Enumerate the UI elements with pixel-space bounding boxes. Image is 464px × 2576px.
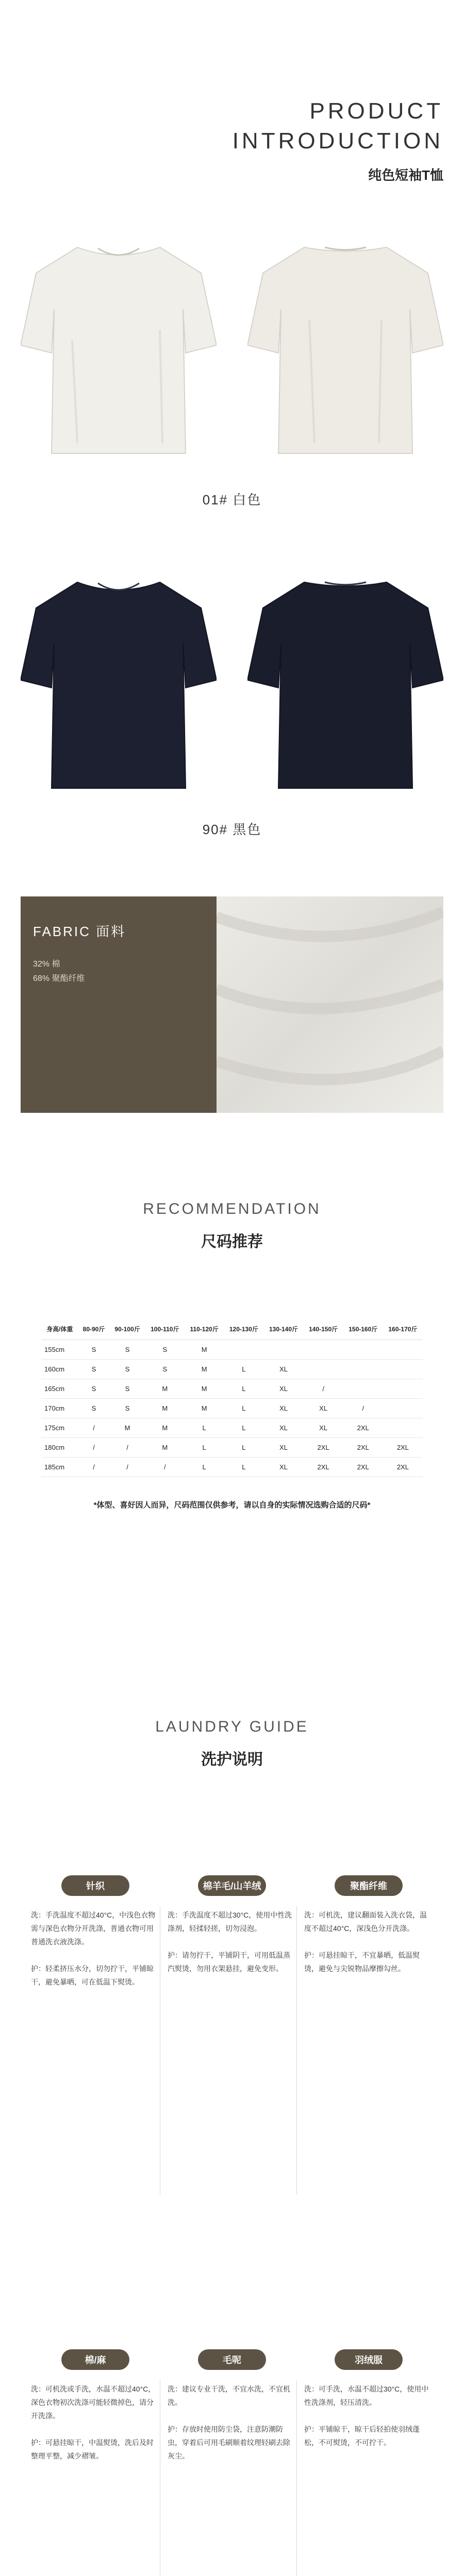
header-title-line2: INTRODUCTION — [232, 128, 443, 154]
size-table-cell — [343, 1379, 383, 1398]
size-table-cell: M — [185, 1359, 224, 1379]
laundry-card-body — [304, 1908, 433, 1975]
black-tshirt-front-image — [21, 572, 217, 793]
size-table-cell: M — [145, 1418, 185, 1437]
size-table-cell: XL — [263, 1398, 303, 1418]
size-table-cell: 2XL — [383, 1437, 423, 1457]
laundry-card-body — [304, 2382, 433, 2449]
size-table-cell: L — [224, 1359, 263, 1379]
size-table-cell — [343, 1340, 383, 1359]
fabric-texture-image — [217, 896, 443, 1113]
size-table-cell: L — [185, 1457, 224, 1477]
laundry-card-title: 聚酯纤维 — [335, 1875, 403, 1896]
laundry-wash-text: 洗：可手洗，水温不超过30°C，使用中性洗涤剂，轻压清洗。 — [304, 2385, 429, 2406]
size-table-cell: 2XL — [343, 1457, 383, 1477]
laundry-care-text: 护：可悬挂晾干，不宜暴晒，低温熨烫，避免与尖锐物品摩擦勾丝。 — [304, 1951, 420, 1973]
size-table-header-cell: 110-120斤 — [185, 1319, 224, 1340]
laundry-care-text: 护：轻柔挤压水分，切勿拧干，平铺晾干，避免暴晒，可在低温下熨烫。 — [31, 1964, 154, 1986]
laundry-card-title: 棉/麻 — [61, 2349, 129, 2370]
size-table-cell: M — [185, 1398, 224, 1418]
size-table-cell — [383, 1398, 423, 1418]
size-table-cell: S — [145, 1340, 185, 1359]
size-table-cell: L — [224, 1418, 263, 1437]
size-table-cell: M — [185, 1379, 224, 1398]
size-table-cell: / — [110, 1457, 145, 1477]
size-table-cell: S — [78, 1379, 109, 1398]
size-table-header-cell: 150-160斤 — [343, 1319, 383, 1340]
size-table-cell: 165cm — [41, 1379, 78, 1398]
size-table-cell — [383, 1340, 423, 1359]
laundry-card-body — [31, 2382, 160, 2463]
size-table-cell: S — [145, 1359, 185, 1379]
size-table-cell — [304, 1340, 343, 1359]
size-table-cell: / — [304, 1379, 343, 1398]
size-table-cell: / — [78, 1457, 109, 1477]
size-table-cell: S — [110, 1359, 145, 1379]
white-color-caption: 01# 白色 — [202, 492, 262, 507]
size-table-cell: L — [224, 1437, 263, 1457]
size-table-header-cell: 160-170斤 — [383, 1319, 423, 1340]
size-table-cell: / — [343, 1398, 383, 1418]
size-table-row — [41, 1379, 423, 1398]
size-disclaimer: *体型、喜好因人而异，尺码范围仅供参考，请以自身的实际情况选购合适的尺码* — [93, 1501, 371, 1510]
size-table-cell: L — [224, 1379, 263, 1398]
size-table-cell: 2XL — [343, 1418, 383, 1437]
size-table-cell: S — [78, 1340, 109, 1359]
fabric-composition-cotton: 32% 棉 — [33, 960, 60, 969]
laundry-card-title: 棉羊毛/山羊绒 — [198, 1875, 266, 1896]
size-table-cell: / — [145, 1457, 185, 1477]
size-table-header-cell: 140-150斤 — [304, 1319, 343, 1340]
size-table-cell: S — [110, 1398, 145, 1418]
size-table-cell — [383, 1418, 423, 1437]
size-table-cell: M — [185, 1340, 224, 1359]
size-table-cell — [383, 1379, 423, 1398]
laundry-wash-text: 洗：手洗温度不超过30°C，使用中性洗涤剂，轻揉轻搓，切勿浸泡。 — [168, 1911, 292, 1933]
laundry-wash-text: 洗：手洗温度不超过40°C，中浅色衣物需与深色衣物分开洗涤，普通衣物可用普通洗衣液洗涤。 — [31, 1911, 156, 1946]
laundry-wash-text: 洗：可机洗或手洗，水温不超过40°C，深色衣物初次洗涤可能轻微掉色，请分开洗涤。 — [31, 2385, 156, 2420]
header-subtitle: 纯色短袖T恤 — [368, 167, 443, 183]
column-divider — [296, 2380, 297, 2576]
laundry-card-body — [168, 2382, 296, 2463]
size-table-cell: / — [78, 1437, 109, 1457]
size-table-cell: XL — [304, 1418, 343, 1437]
black-tshirt-back-image — [247, 572, 443, 793]
size-table-cell: M — [145, 1437, 185, 1457]
size-table-header-cell: 身高/体重 — [41, 1319, 78, 1340]
size-table-cell: 185cm — [41, 1457, 78, 1477]
size-table-cell: S — [78, 1398, 109, 1418]
size-table-cell: M — [145, 1379, 185, 1398]
laundry-title-en: LAUNDRY GUIDE — [155, 1718, 309, 1735]
size-table-cell: M — [110, 1418, 145, 1437]
laundry-card — [31, 2349, 160, 2476]
size-table-row — [41, 1437, 423, 1457]
size-table-cell: 155cm — [41, 1340, 78, 1359]
laundry-card-title: 羽绒服 — [335, 2349, 403, 2370]
size-table-cell — [304, 1359, 343, 1379]
black-color-caption: 90# 黑色 — [202, 822, 262, 837]
laundry-card-body — [168, 1908, 296, 1975]
laundry-card — [304, 1875, 433, 1989]
laundry-card — [168, 1875, 296, 1989]
recommendation-title-en: RECOMMENDATION — [143, 1200, 321, 1217]
size-table-cell: 175cm — [41, 1418, 78, 1437]
laundry-card — [168, 2349, 296, 2476]
size-table-cell: S — [110, 1379, 145, 1398]
laundry-care-text: 护：可悬挂晾干，中温熨烫，洗后及时整理平整，减少褶皱。 — [31, 2438, 154, 2460]
size-table-header-cell: 100-110斤 — [145, 1319, 185, 1340]
size-table-row — [41, 1457, 423, 1477]
size-table-cell: 2XL — [304, 1437, 343, 1457]
laundry-title-zh: 洗护说明 — [201, 1751, 263, 1768]
size-table-cell: L — [224, 1457, 263, 1477]
size-table-cell: / — [78, 1418, 109, 1437]
laundry-wash-text: 洗：可机洗，建议翻面装入洗衣袋，温度不超过40°C，深浅色分开洗涤。 — [304, 1911, 427, 1933]
laundry-card — [304, 2349, 433, 2463]
size-table-cell: S — [78, 1359, 109, 1379]
size-table-row — [41, 1398, 423, 1418]
size-table-cell: L — [224, 1398, 263, 1418]
size-table-row — [41, 1418, 423, 1437]
size-table-header-cell: 130-140斤 — [263, 1319, 303, 1340]
size-table-header-cell: 120-130斤 — [224, 1319, 263, 1340]
size-table-cell: 2XL — [383, 1457, 423, 1477]
size-table-cell: M — [145, 1398, 185, 1418]
size-table-cell: 2XL — [304, 1457, 343, 1477]
size-table-cell: S — [110, 1340, 145, 1359]
size-table-cell — [263, 1340, 303, 1359]
header-title-line1: PRODUCT — [309, 98, 443, 124]
column-divider — [296, 1906, 297, 2195]
size-table-cell: 180cm — [41, 1437, 78, 1457]
laundry-care-text: 护：平铺晾干，晾干后轻拍使羽绒蓬松，不可熨烫，不可拧干。 — [304, 2425, 420, 2447]
fabric-title: FABRIC 面料 — [33, 924, 126, 939]
white-tshirt-back-image — [247, 237, 443, 459]
fabric-info-panel — [21, 896, 217, 1113]
laundry-wash-text: 洗：建议专业干洗，不宜水洗，不宜机洗。 — [168, 2385, 290, 2406]
size-table-cell: / — [110, 1437, 145, 1457]
size-table-cell: XL — [263, 1457, 303, 1477]
fabric-composition-polyester: 68% 聚酯纤维 — [33, 974, 85, 983]
size-table — [41, 1319, 423, 1477]
size-table-row — [41, 1340, 423, 1359]
size-table-cell: 160cm — [41, 1359, 78, 1379]
size-table-row — [41, 1359, 423, 1379]
size-table-cell — [383, 1359, 423, 1379]
size-table-header-cell: 80-90斤 — [78, 1319, 109, 1340]
laundry-card-title: 针织 — [61, 1875, 129, 1896]
size-table-cell: 2XL — [343, 1437, 383, 1457]
size-table-header — [41, 1319, 423, 1340]
laundry-care-text: 护：请勿拧干，平铺阴干，可用低温蒸汽熨烫，勿用衣架悬挂，避免变形。 — [168, 1951, 290, 1973]
size-table-cell — [224, 1340, 263, 1359]
laundry-card-title: 毛呢 — [198, 2349, 266, 2370]
size-table-cell — [343, 1359, 383, 1379]
size-table-cell: XL — [263, 1418, 303, 1437]
size-table-header-cell: 90-100斤 — [110, 1319, 145, 1340]
laundry-care-text: 护：存放时使用防尘袋，注意防潮防虫，穿着后可用毛刷顺着纹理轻刷去除灰尘。 — [168, 2425, 290, 2460]
laundry-card — [31, 1875, 160, 2002]
recommendation-title-zh: 尺码推荐 — [201, 1233, 263, 1250]
size-table-cell: L — [185, 1437, 224, 1457]
size-table-cell: 170cm — [41, 1398, 78, 1418]
laundry-card-body — [31, 1908, 160, 1989]
size-table-cell: XL — [263, 1437, 303, 1457]
white-tshirt-front-image — [21, 237, 217, 459]
size-table-cell: XL — [263, 1379, 303, 1398]
size-table-cell: XL — [304, 1398, 343, 1418]
size-table-cell: XL — [263, 1359, 303, 1379]
size-table-cell: L — [185, 1418, 224, 1437]
